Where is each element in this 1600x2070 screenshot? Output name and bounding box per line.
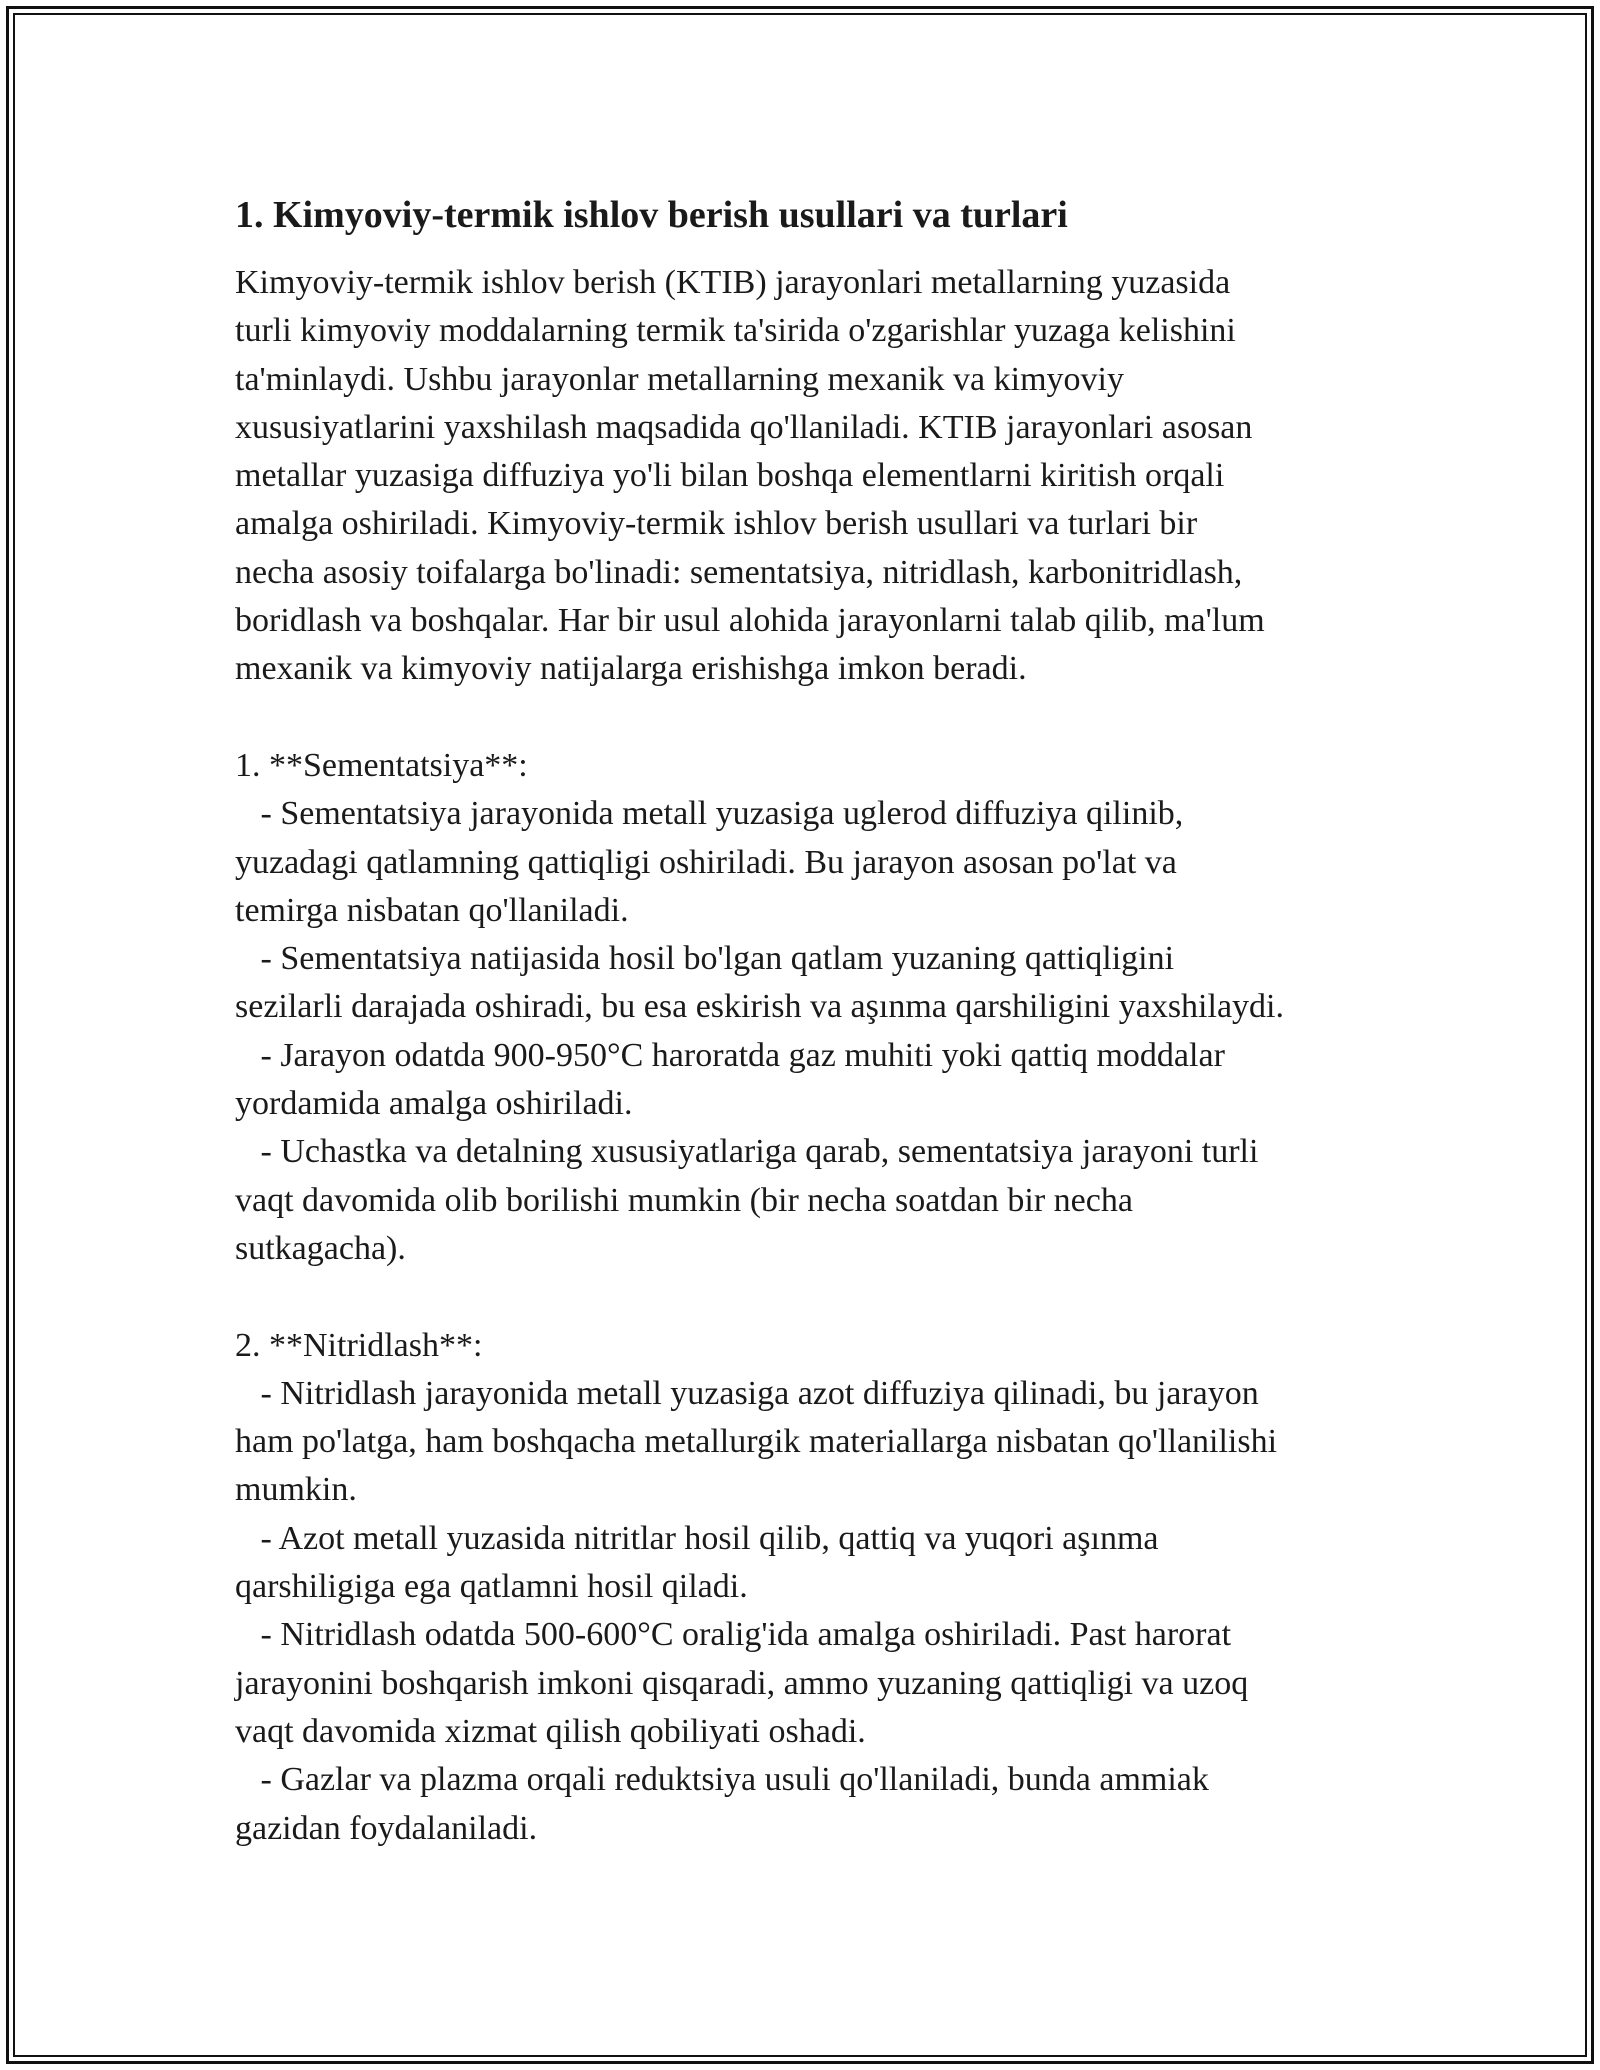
text-line: necha asosiy toifalarga bo'linadi: sementatsiya, nitridlash, karbonitridlash, xyxy=(235,553,1243,591)
text-line: yuzadagi qatlamning qattiqligi oshiriladi. Bu jarayon asosan po'lat va xyxy=(235,843,1177,881)
text-line: mumkin. xyxy=(235,1471,357,1509)
text-line: metallar yuzasiga diffuziya yo'li bilan boshqa elementlarni kiritish orqali xyxy=(235,457,1225,495)
text-line: - Nitridlash odatda 500-600°C oralig'ida amalga oshiriladi. Past harorat xyxy=(235,1616,1232,1654)
text-line: - Jarayon odatda 900-950°C haroratda gaz muhiti yoki qattiq moddalar xyxy=(235,1036,1225,1074)
document-title: 1. Kimyoviy-termik ishlov berish usullari va turlari xyxy=(235,194,1068,236)
text-line: turli kimyoviy moddalarning termik ta'sirida o'zgarishlar yuzaga kelishini xyxy=(235,312,1236,350)
section-heading-nitridlash: 2. **Nitridlash**: xyxy=(235,1326,483,1364)
text-line: - Azot metall yuzasida nitritlar hosil qilib, qattiq va yuqori aşınma xyxy=(235,1519,1159,1557)
text-line: sezilarli darajada oshiradi, bu esa eskirish va aşınma qarshiligini yaxshilaydi. xyxy=(235,988,1284,1026)
section-heading-sementatsiya: 1. **Sementatsiya**: xyxy=(235,746,528,784)
text-line: vaqt davomida xizmat qilish qobiliyati oshadi. xyxy=(235,1712,866,1750)
text-line: - Gazlar va plazma orqali reduktsiya usuli qo'llaniladi, bunda ammiak xyxy=(235,1761,1209,1799)
text-line: yordamida amalga oshiriladi. xyxy=(235,1085,633,1123)
text-line: ta'minlaydi. Ushbu jarayonlar metallarning mexanik va kimyoviy xyxy=(235,360,1124,398)
text-line: - Nitridlash jarayonida metall yuzasiga azot diffuziya qilinadi, bu jarayon xyxy=(235,1374,1259,1412)
text-line: mexanik va kimyoviy natijalarga erishishga imkon beradi. xyxy=(235,650,1027,688)
text-line: boridlash va boshqalar. Har bir usul alohida jarayonlarni talab qilib, ma'lum xyxy=(235,602,1265,640)
text-line: xususiyatlarini yaxshilash maqsadida qo'llaniladi. KTIB jarayonlari asosan xyxy=(235,408,1253,446)
text-line: gazidan foydalaniladi. xyxy=(235,1809,538,1847)
text-line: - Sementatsiya jarayonida metall yuzasiga uglerod diffuziya qilinib, xyxy=(235,795,1184,833)
blank-line xyxy=(235,694,1415,742)
text-line: amalga oshiriladi. Kimyoviy-termik ishlov berish usullari va turlari bir xyxy=(235,505,1198,543)
text-line: Kimyoviy-termik ishlov berish (KTIB) jarayonlari metallarning yuzasida xyxy=(235,264,1231,301)
document-text xyxy=(235,259,1415,1853)
blank-line xyxy=(235,1273,1415,1321)
text-line: ham po'latga, ham boshqacha metallurgik materiallarga nisbatan qo'llanilishi xyxy=(235,1423,1278,1461)
text-line: sutkagacha). xyxy=(235,1229,406,1267)
text-line: jarayonini boshqarish imkoni qisqaradi, ammo yuzaning qattiqligi va uzoq xyxy=(235,1664,1249,1702)
text-line: - Uchastka va detalning xususiyatlariga qarab, sementatsiya jarayoni turli xyxy=(235,1133,1259,1171)
text-line: - Sementatsiya natijasida hosil bo'lgan qatlam yuzaning qattiqligini xyxy=(235,940,1175,978)
document-body xyxy=(235,187,1415,1853)
text-line: temirga nisbatan qo'llaniladi. xyxy=(235,891,629,929)
text-line: qarshiligiga ega qatlamni hosil qiladi. xyxy=(235,1568,748,1606)
text-line: vaqt davomida olib borilishi mumkin (bir necha soatdan bir necha xyxy=(235,1181,1133,1219)
